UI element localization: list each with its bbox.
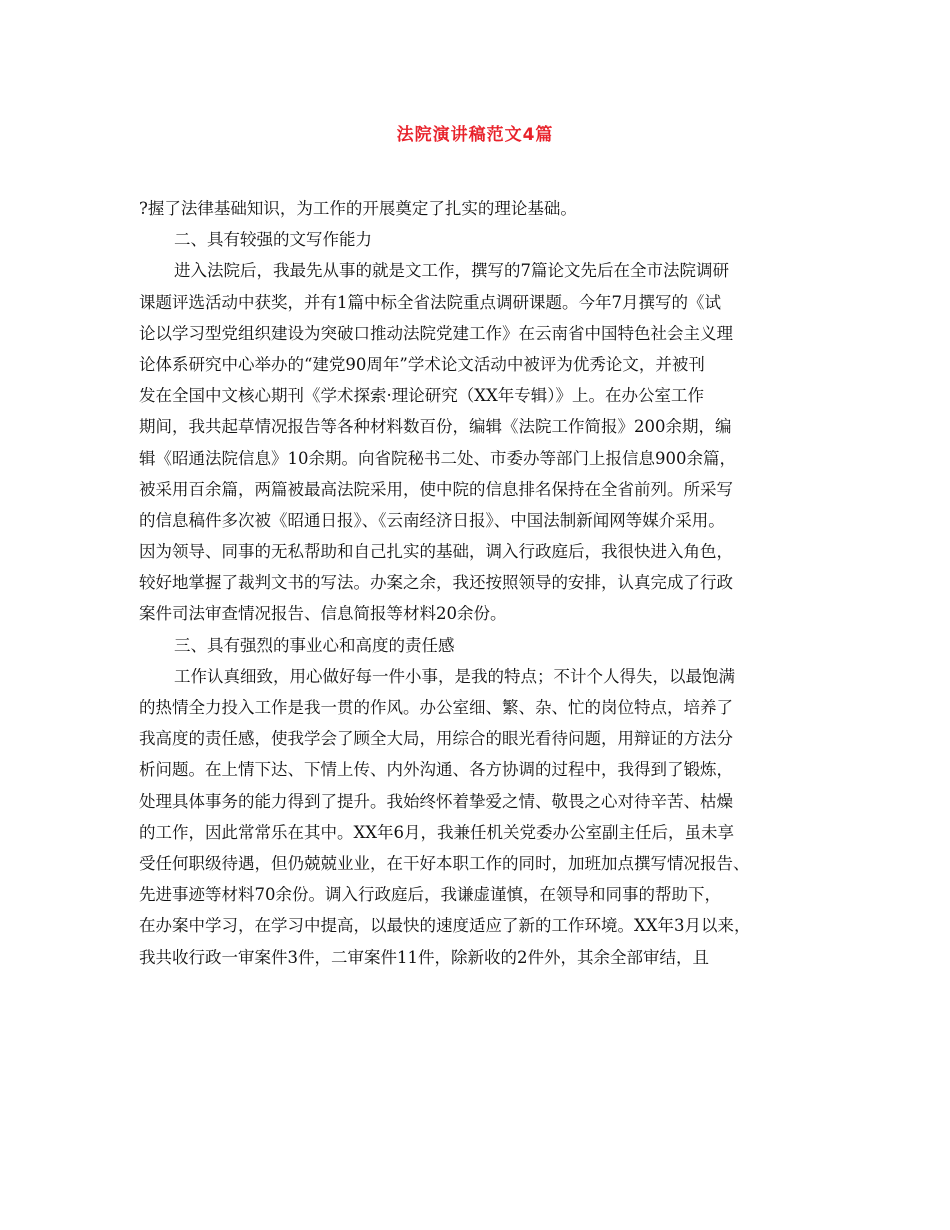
document-title: 法院演讲稿范文4篇 — [396, 125, 554, 145]
text-line: 案件司法审查情况报告、信息简报等材料20余份。 — [139, 604, 507, 624]
text-line: 的热情全力投入工作是我一贯的作风。办公室细、繁、杂、忙的岗位特点，培养了 — [139, 698, 733, 717]
text-line: 被采用百余篇，两篇被最高法院采用，使中院的信息排名保持在全省前列。所采写 — [139, 479, 733, 499]
text-line: 在办案中学习，在学习中提高，以最快的速度适应了新的工作环境。XX年3月以来， — [139, 916, 751, 936]
document-body — [139, 193, 819, 973]
text-line: 我共收行政一审案件3件，二审案件11件，除新收的2件外，其余全部审结，且 — [139, 947, 709, 967]
text-line: 论以学习型党组织建设为突破口推动法院党建工作》在云南省中国特色社会主义理 — [139, 323, 733, 343]
text-line: 辑《昭通法院信息》10余期。向省院秘书二处、市委办等部门上报信息900余篇， — [139, 448, 736, 468]
text-line: 先进事迹等材料70余份。调入行政庭后，我谦虚谨慎，在领导和同事的帮助下， — [139, 885, 721, 905]
text-line: 课题评选活动中获奖，并有1篇中标全省法院重点调研课题。今年7月撰写的《试 — [139, 292, 721, 312]
text-line: 进入法院后，我最先从事的就是文工作，撰写的7篇论文先后在全市法院调研 — [174, 261, 729, 281]
text-line: 的工作，因此常常乐在其中。XX年6月，我兼任机关党委办公室副主任后，虽未享 — [139, 822, 734, 842]
text-line: 三、具有强烈的事业心和高度的责任感 — [174, 635, 455, 655]
text-line: 二、具有较强的文写作能力 — [174, 230, 372, 250]
text-line: 较好地掌握了裁判文书的写法。办案之余，我还按照领导的安排，认真完成了行政 — [139, 573, 733, 593]
text-line: 因为领导、同事的无私帮助和自己扎实的基础，调入行政庭后，我很快进入角色， — [139, 542, 733, 562]
text-line: 期间，我共起草情况报告等各种材料数百份，编辑《法院工作简报》200余期，编 — [139, 417, 732, 437]
text-line: 论体系研究中心举办的“建党90周年”学术论文活动中被评为优秀论文，并被刊 — [139, 354, 705, 374]
text-line: 受任何职级待遇，但仍兢兢业业，在干好本职工作的同时，加班加点撰写情况报告、 — [139, 853, 750, 873]
text-line: ?握了法律基础知识，为工作的开展奠定了扎实的理论基础。 — [139, 199, 577, 218]
text-line: 我高度的责任感，使我学会了顾全大局，用综合的眼光看待问题，用辩证的方法分 — [139, 729, 733, 749]
text-line: 析问题。在上情下达、下情上传、内外沟通、各方协调的过程中，我得到了锻炼， — [139, 760, 733, 780]
text-line: 工作认真细致，用心做好每一件小事，是我的特点；不计个人得失，以最饱满 — [174, 666, 735, 686]
text-line: 发在全国中文核心期刊《学术探索·理论研究（XX年专辑）》上。在办公室工作 — [139, 386, 704, 406]
text-line: 处理具体事务的能力得到了提升。我始终怀着挚爱之情、敬畏之心对待辛苦、枯燥 — [139, 791, 733, 811]
text-line: 的信息稿件多次被《昭通日报》、《云南经济日报》、中国法制新闻网等媒介采用。 — [139, 510, 725, 530]
